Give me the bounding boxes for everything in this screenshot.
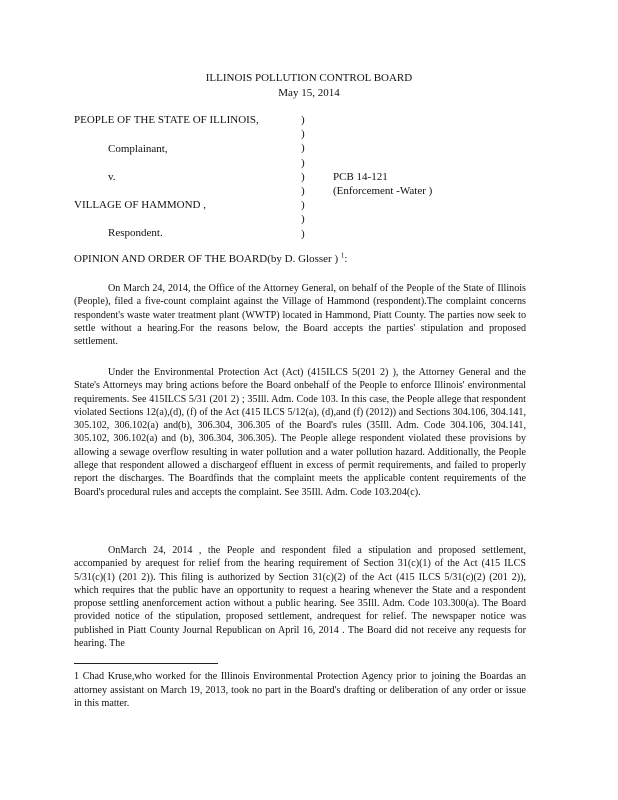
respondent-label: Respondent. xyxy=(108,227,163,239)
versus-label: v. xyxy=(108,171,116,183)
footnote: 1 Chad Kruse,who worked for the Illinois Environmental Protection Agency prior to joining the Boardas an attorney assistant on March 19, 2013, took no part in the Board's drafting or deliberation of any order or issue in this matter. xyxy=(74,671,526,709)
caption-parentheses xyxy=(301,113,305,241)
paragraph-1 xyxy=(74,282,526,348)
paragraph-text: OnMarch 24, 2014 , the People and respondent filed a stipulation and proposed settlement, accompanied by arequest for relief from the hearing requirement of Section 31(c)(1) of the Act (415 ILCS 5/31(c)(1) (201 2)). This filing is authorized by Section 31(c)(2) of the Act (415 ILCS 5/31(c)(2) (201 2)), which requires that the public have an opportunity to request a hearing whenever the State and a respondent propose settling anenforcement action without a public hearing. See 35Ill. Adm. Code 103.300(a). The Board provided notice of the stipulation, proposed settlement, andrequest for relief. The newspaper notice was published in Piatt County Journal Republican on April 16, 2014 . The Board did not receive any requests for hearing. The xyxy=(74,545,526,650)
paren-line: ) xyxy=(301,170,305,183)
paragraph-3 xyxy=(74,544,526,650)
paragraph-text: On March 24, 2014, the Office of the Attorney General, on behalf of the People of the State of Illinois (People), filed a five-count complaint against the Village of Hammond (respondent).The complaint concerns respondent's waste water treatment plant (WWTP) located in Hammond, Piatt County. The parties now seek to settle without a hearing.For the reasons below, the Board accepts the parties' stipulation and proposed settlement. xyxy=(74,283,526,348)
opinion-heading: OPINION AND ORDER OF THE BOARD(by D. Glosser ) $^1$: xyxy=(74,251,348,265)
plaintiff-name: PEOPLE OF THE STATE OF ILLINOIS, xyxy=(74,114,259,126)
paren-line: ) xyxy=(301,114,305,126)
board-title: ILLINOIS POLLUTION CONTROL BOARD xyxy=(205,72,413,84)
paren-line: ) xyxy=(301,128,305,141)
complainant-label: Complainant, xyxy=(108,143,168,155)
footnote-marker: 1 xyxy=(340,251,345,260)
paren-line: ) xyxy=(301,156,305,169)
defendant-name: VILLAGE OF HAMMOND , xyxy=(74,199,206,211)
paren-line: ) xyxy=(301,185,305,198)
footnote-divider xyxy=(74,663,218,664)
case-type: (Enforcement -Water ) xyxy=(333,185,433,197)
case-number: PCB 14-121 xyxy=(333,171,388,183)
opinion-heading-text: OPINION AND ORDER OF THE BOARD(by D. Glosser ) xyxy=(74,253,341,265)
paren-line: ) xyxy=(301,227,305,240)
paren-line: ) xyxy=(301,142,305,155)
paren-line: ) xyxy=(301,213,305,226)
document-date: May 15, 2014 xyxy=(278,87,340,99)
paragraph-2 xyxy=(74,366,526,499)
paragraph-text: Under the Environmental Protection Act (Act) (415ILCS 5(201 2) ), the Attorney General and the State's Attorneys may bring actions before the Board onbehalf of the People to enforce Illinois' environmental requirements. See 415ILCS 5/31 (201 2) ; 35Ill. Adm. Code 103. In this case, the People allege that respondent violated Sections 12(a),(d), (f) of the Act (415 ILCS 5/12(a), (d),and (f) (2012)) and Sections 304.106, 304.141, 305.102, 306.102(a) and(b), 306.304, 306.305 of the Board's rules (35Ill. Adm. Code 304.106, 304.141, 305.102, 306.102(a) and (b), 306.304, 306.305). The People allege respondent violated these provisions by allowing a sewage overflow resulting in water pollution and a water pollution hazard. Additionally, the People allege that respondent allowed a dischargeof effluent in excess of permit requirements, and failed to properly report the discharges. The Boardfinds that the complaint meets the applicable content requirements of the Board's procedural rules and accepts the complaint. See 35Ill. Adm. Code 103.204(c). xyxy=(74,367,526,498)
paren-line: ) xyxy=(301,199,305,212)
